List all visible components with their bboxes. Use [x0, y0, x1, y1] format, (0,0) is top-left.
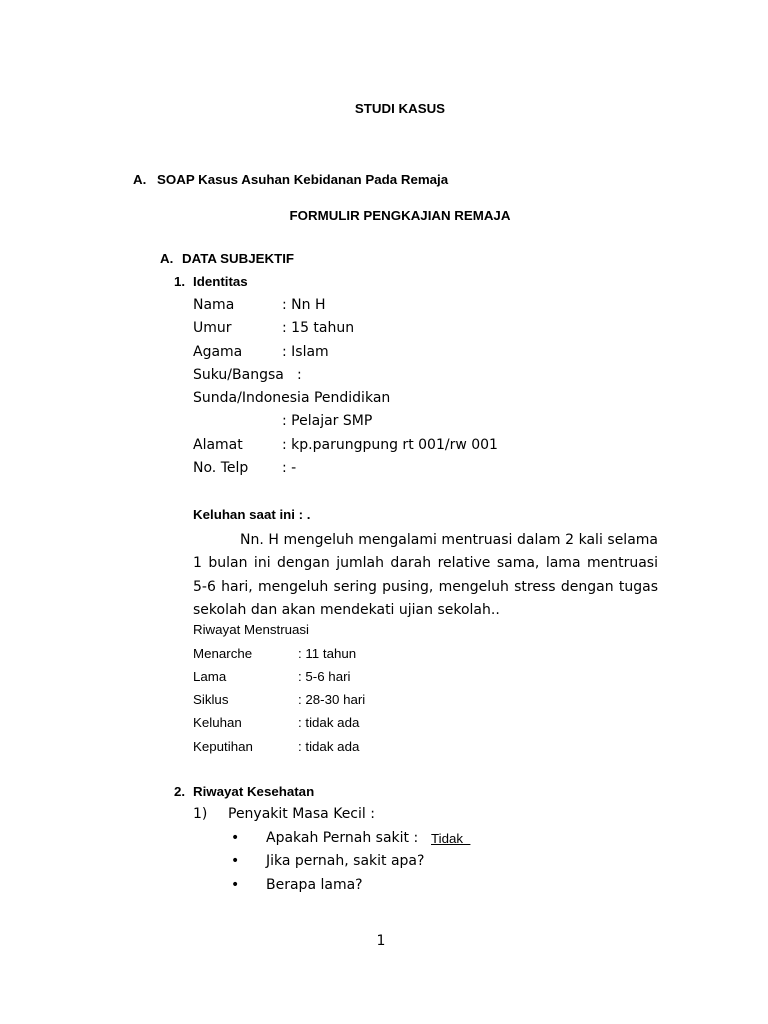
- pernah-sakit-question: Apakah Pernah sakit :: [266, 830, 419, 846]
- document-title: STUDI KASUS: [354, 101, 446, 116]
- menarche-value: : 11 tahun: [298, 646, 357, 661]
- field-agama-label: Agama: [193, 344, 243, 360]
- keputihan-value: : tidak ada: [298, 739, 360, 754]
- penyakit-masa-kecil-number: 1): [193, 806, 208, 822]
- page-number: 1: [376, 933, 386, 949]
- bullet-icon: •: [231, 877, 240, 893]
- bullet-icon: •: [231, 853, 240, 869]
- section-a-letter: A.: [133, 172, 147, 187]
- field-umur-label: Umur: [193, 320, 232, 336]
- field-suku-label: Suku/Bangsa: [193, 367, 284, 383]
- riwayat-menstruasi-heading: Riwayat Menstruasi: [193, 622, 310, 637]
- berapa-lama-question: Berapa lama?: [266, 877, 363, 893]
- form-title: FORMULIR PENGKAJIAN REMAJA: [289, 208, 511, 223]
- field-alamat-label: Alamat: [193, 437, 243, 453]
- menarche-label: Menarche: [193, 646, 253, 661]
- penyakit-masa-kecil-heading: Penyakit Masa Kecil :: [228, 806, 375, 822]
- lama-label: Lama: [193, 669, 227, 684]
- keluhan-menstruasi-label: Keluhan: [193, 715, 242, 730]
- keluhan-heading: Keluhan saat ini : .: [193, 507, 311, 522]
- field-nama-value: : Nn H: [282, 297, 326, 313]
- sakit-apa-question: Jika pernah, sakit apa?: [266, 853, 425, 869]
- field-nama-label: Nama: [193, 297, 235, 313]
- field-umur-value: : 15 tahun: [282, 320, 355, 336]
- riwayat-kesehatan-heading: Riwayat Kesehatan: [193, 784, 315, 799]
- keluhan-paragraph-text: Nn. H mengeluh mengalami mentruasi dalam 2 kali selama 1 bulan ini dengan jumlah darah relative sama, lama mentruasi 5-6 hari, mengeluh sering pusing, mengeluh stress dengan tugas sekolah dan akan mendekati ujian sekolah..: [193, 532, 658, 618]
- siklus-value: : 28-30 hari: [298, 692, 366, 707]
- data-subjektif-heading: DATA SUBJEKTIF: [182, 251, 295, 266]
- field-bangsa-pendidikan-label: Sunda/Indonesia Pendidikan: [193, 390, 391, 406]
- section-a-heading: SOAP Kasus Asuhan Kebidanan Pada Remaja: [157, 172, 449, 187]
- field-pendidikan-value: : Pelajar SMP: [282, 413, 373, 429]
- identitas-number: 1.: [174, 274, 186, 289]
- data-subjektif-letter: A.: [160, 251, 174, 266]
- riwayat-kesehatan-number: 2.: [174, 784, 186, 799]
- siklus-label: Siklus: [193, 692, 229, 707]
- field-agama-value: : Islam: [282, 344, 329, 360]
- keputihan-label: Keputihan: [193, 739, 253, 754]
- keluhan-menstruasi-value: : tidak ada: [298, 715, 360, 730]
- identitas-heading: Identitas: [193, 274, 248, 289]
- field-telp-value: : -: [282, 460, 297, 476]
- lama-value: : 5-6 hari: [298, 669, 351, 684]
- keluhan-paragraph: [193, 529, 658, 622]
- bullet-icon: •: [231, 830, 240, 846]
- field-telp-label: No. Telp: [193, 460, 249, 476]
- field-suku-value: :: [297, 367, 302, 383]
- field-alamat-value: : kp.parungpung rt 001/rw 001: [282, 437, 498, 453]
- pernah-sakit-answer: Tidak: [431, 831, 471, 846]
